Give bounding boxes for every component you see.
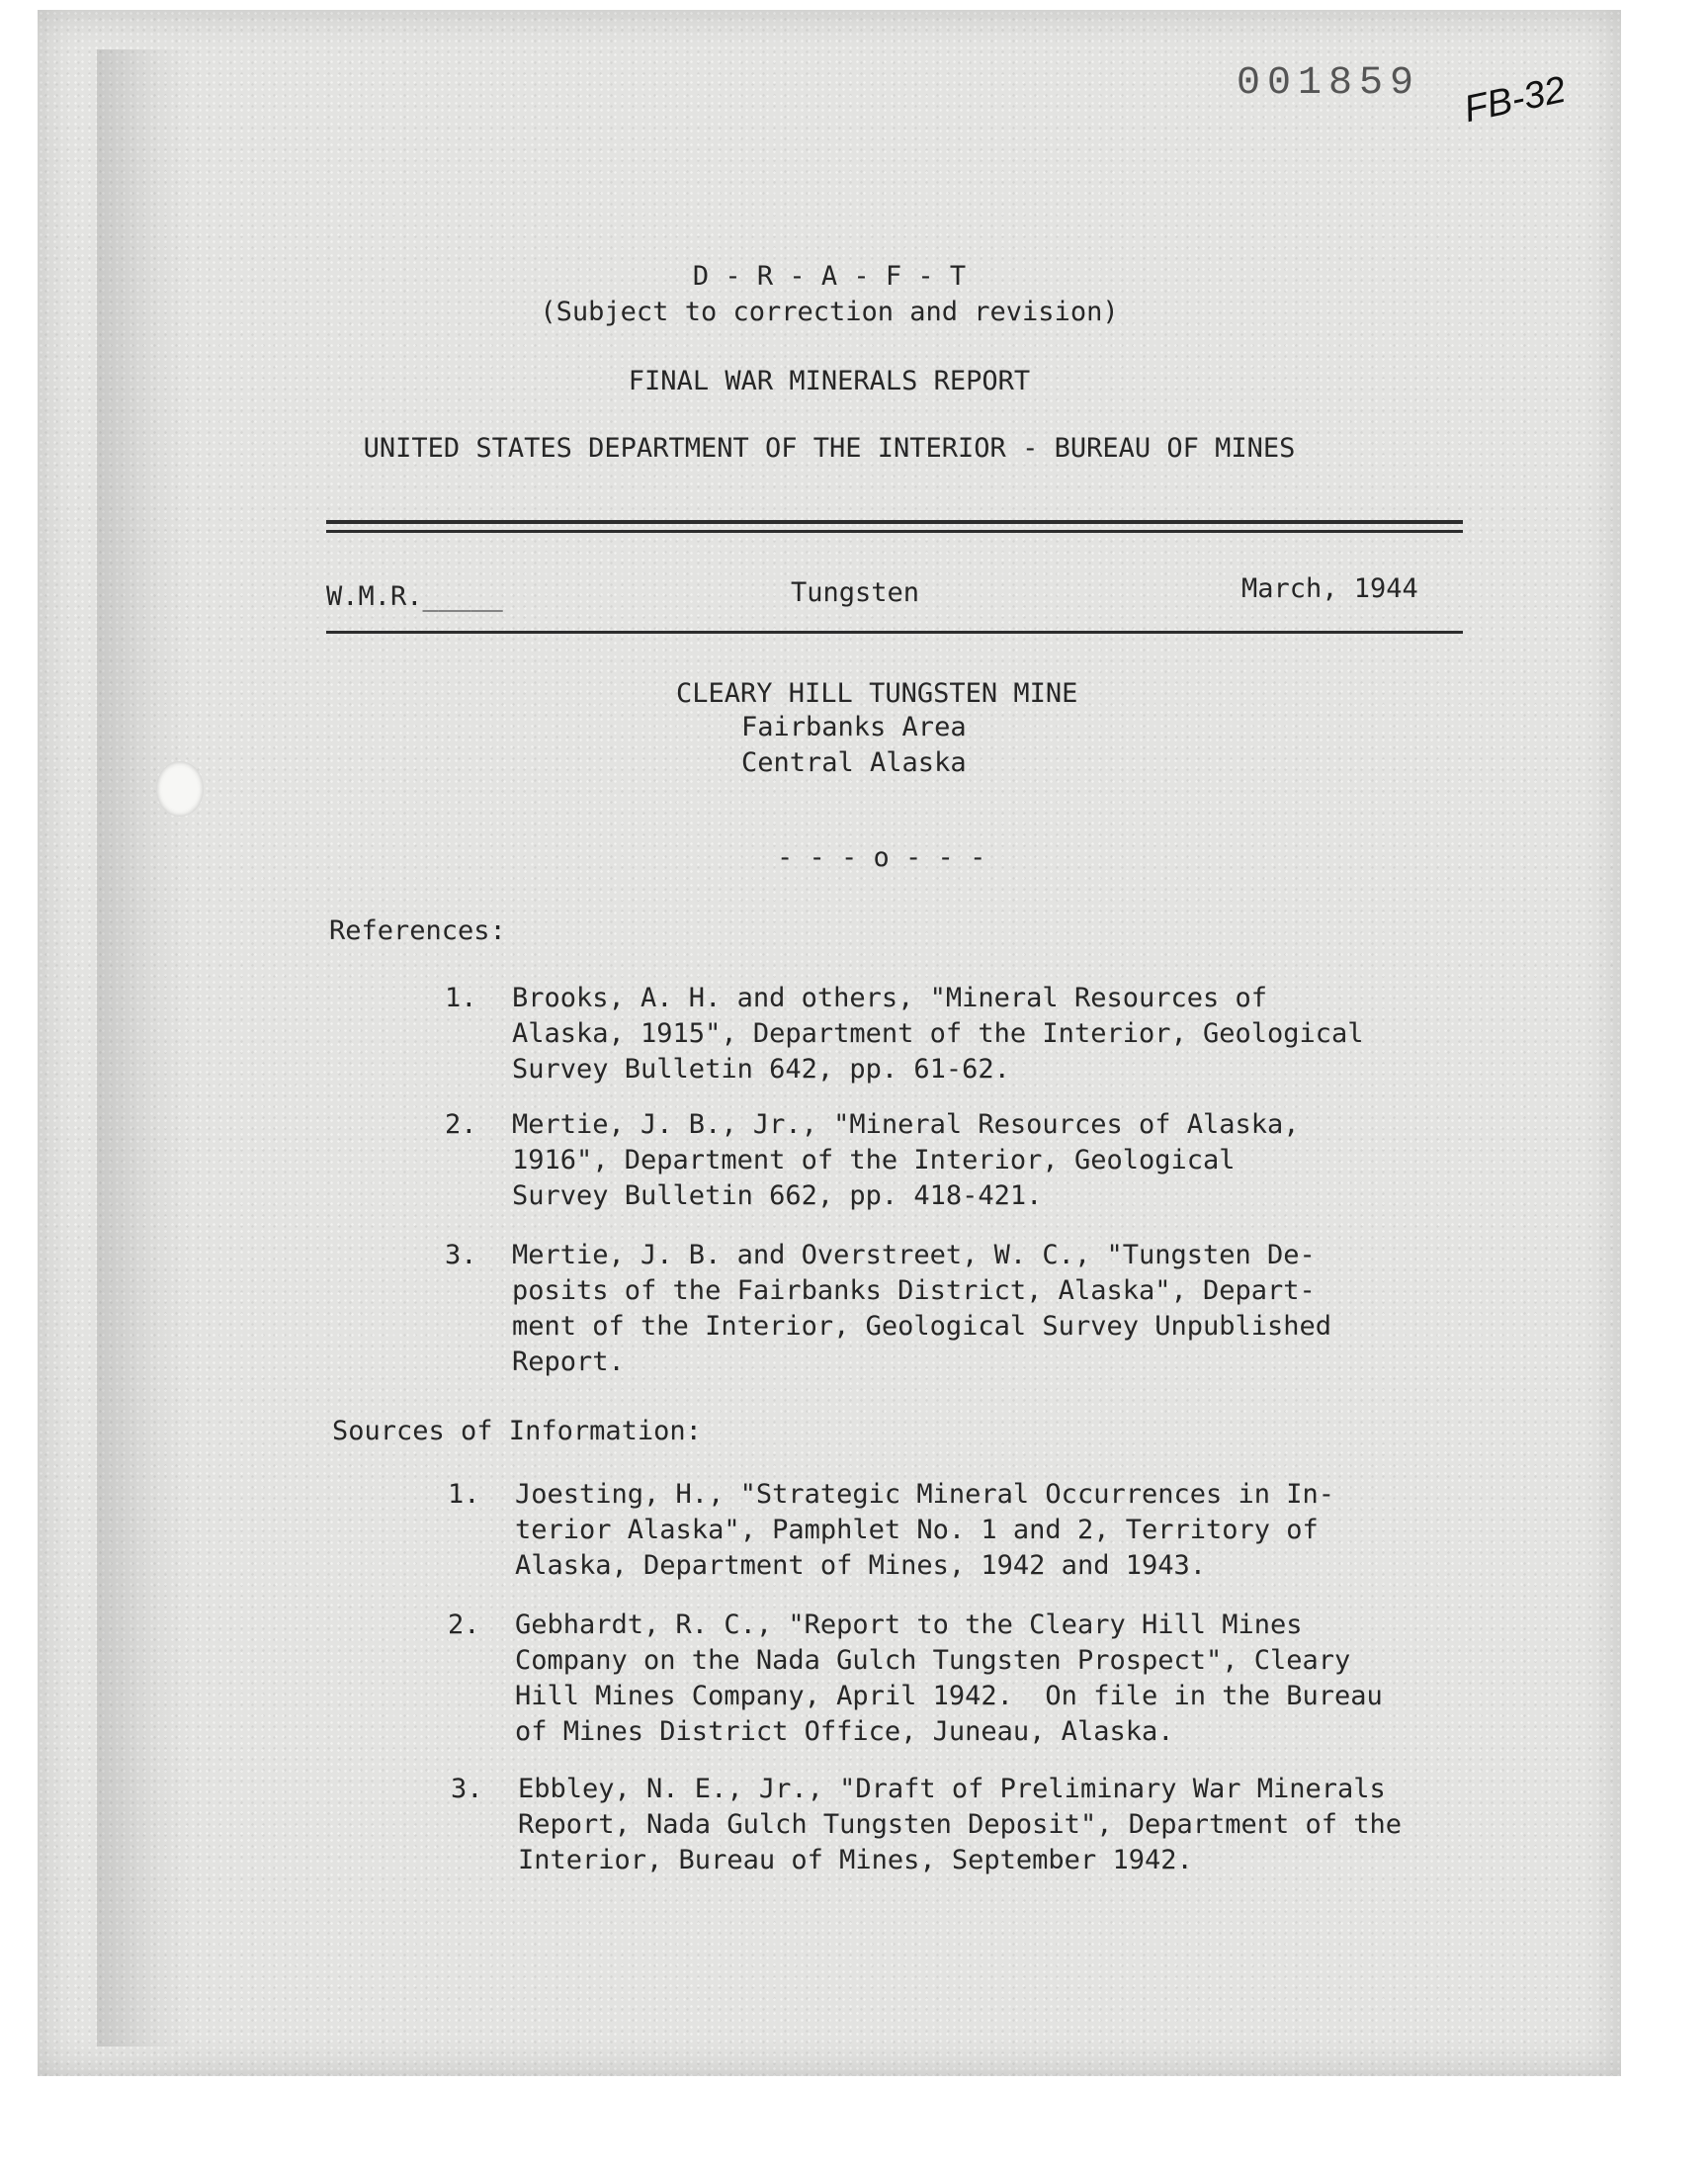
mine-name: CLEARY HILL TUNGSTEN MINE [676, 678, 1078, 709]
reference-text: Mertie, J. B. and Overstreet, W. C., "Tungsten De- posits of the Fairbanks District, Alaska", Depart- ment of the Interior, Geological Survey Unpublished Report. [512, 1240, 1332, 1377]
reference-number: 2. [445, 1109, 477, 1140]
reference-number: 1. [445, 983, 477, 1013]
reference-number: 3. [445, 1240, 477, 1270]
area-name: Fairbanks Area [741, 712, 967, 742]
stamp-number: 001859 [1237, 61, 1421, 106]
report-date: March, 1944 [1241, 573, 1418, 604]
punch-hole [156, 761, 204, 817]
handwritten-note: FB-32 [1460, 68, 1570, 131]
rule-top-2 [326, 530, 1463, 533]
source-number: 1. [448, 1479, 480, 1510]
source-text: Joesting, H., "Strategic Mineral Occurrences in In- terior Alaska", Pamphlet No. 1 and 2, Territory of Alaska, Department of Mines, 1942 and 1943. [515, 1479, 1335, 1581]
report-title: FINAL WAR MINERALS REPORT [628, 366, 1031, 396]
section-divider: - - - o - - - [777, 842, 986, 873]
draft-heading: D - R - A - F - T [692, 261, 967, 292]
wmr-field: W.M.R._____ [326, 581, 503, 612]
reference-text: Mertie, J. B., Jr., "Mineral Resources of Alaska, 1916", Department of the Interior, Geological Survey Bulletin 662, pp. 418-421. [512, 1109, 1300, 1211]
source-number: 3. [451, 1774, 483, 1804]
torn-edge-shadow [97, 49, 191, 2046]
sources-heading: Sources of Information: [332, 1416, 702, 1446]
source-text: Ebbley, N. E., Jr., "Draft of Preliminary War Minerals Report, Nada Gulch Tungsten Deposit", Department of the Interior, Bureau of Mines, September 1942. [518, 1774, 1403, 1875]
references-heading: References: [329, 915, 506, 946]
agency-line: UNITED STATES DEPARTMENT OF THE INTERIOR - BUREAU OF MINES [363, 433, 1296, 464]
document-page [38, 10, 1621, 2076]
draft-subtitle: (Subject to correction and revision) [540, 297, 1119, 327]
source-text: Gebhardt, R. C., "Report to the Cleary Hill Mines Company on the Nada Gulch Tungsten Prospect", Cleary Hill Mines Company, April 1942. On file in the Bureau of Mines District Office, Juneau, Alaska. [515, 1610, 1383, 1747]
rule-top-1 [326, 520, 1463, 524]
reference-text: Brooks, A. H. and others, "Mineral Resources of Alaska, 1915", Department of the Interior, Geological Survey Bulletin 642, pp. 61-62. [512, 983, 1364, 1085]
mineral-name: Tungsten [791, 577, 920, 608]
rule-bottom [326, 631, 1463, 634]
source-number: 2. [448, 1610, 480, 1640]
region-name: Central Alaska [741, 747, 967, 778]
